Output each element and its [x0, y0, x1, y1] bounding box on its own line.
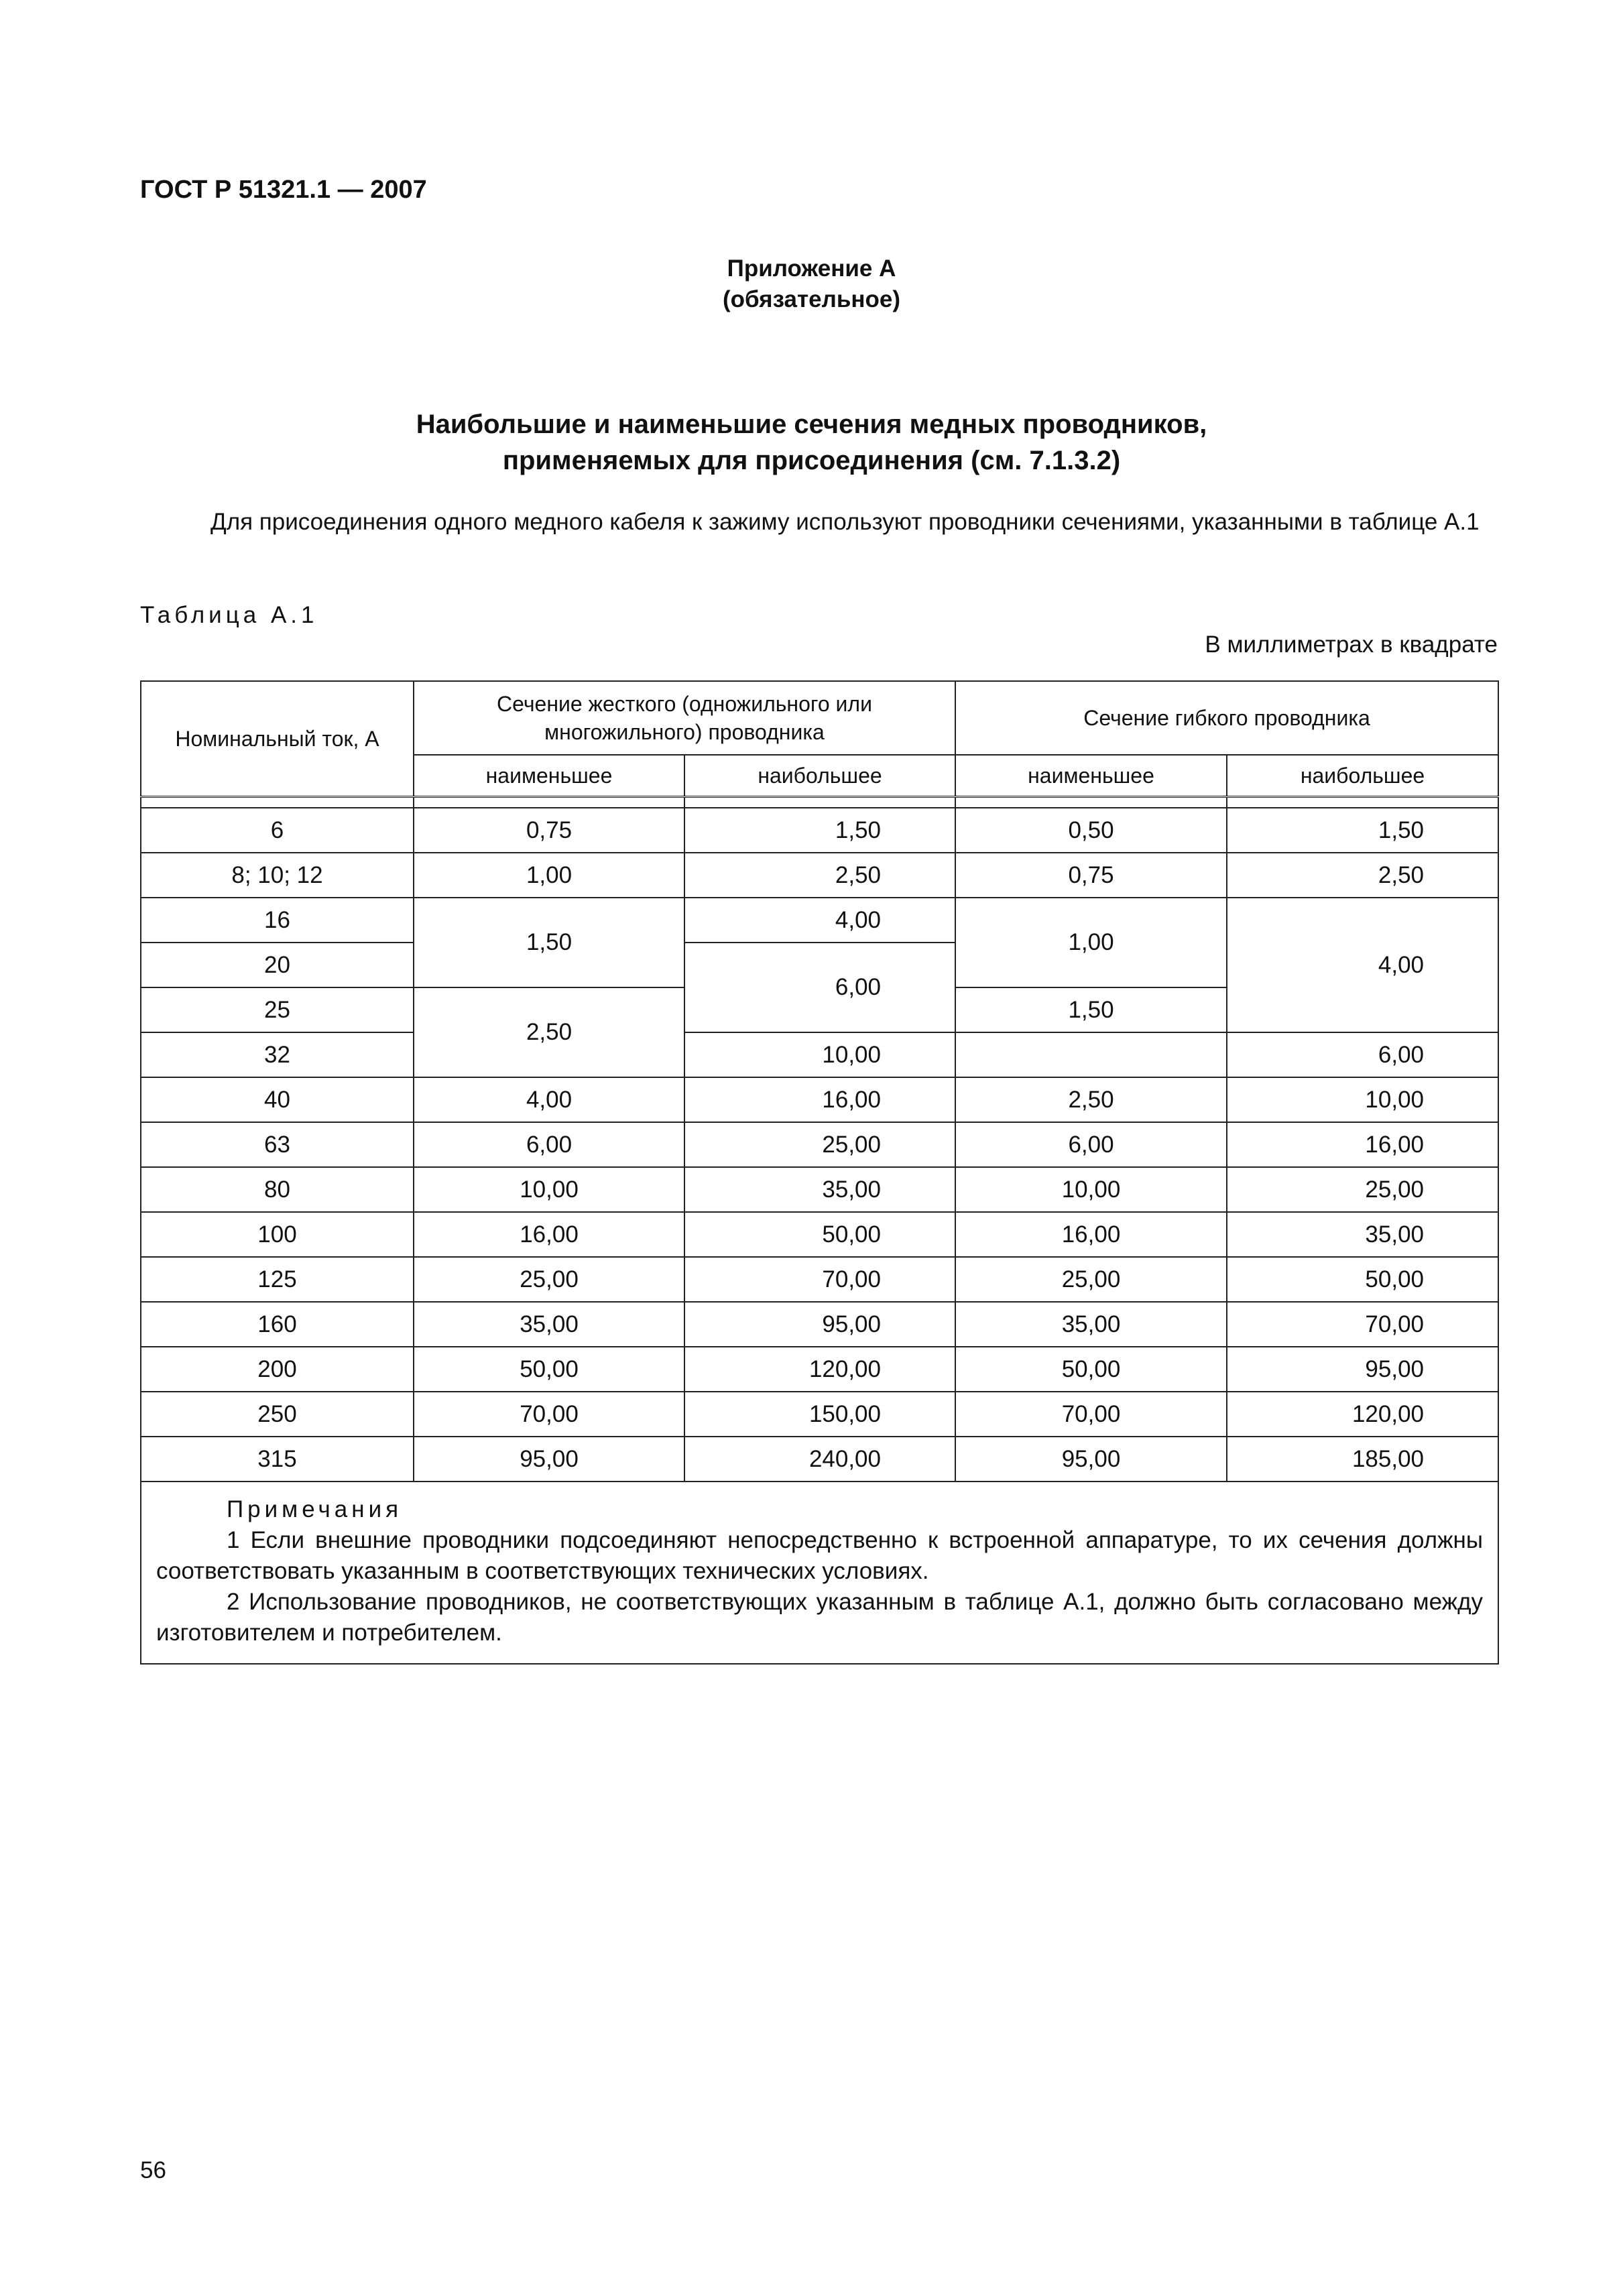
cell-flex-max: 16,00	[1227, 1122, 1498, 1167]
page-number: 56	[140, 2157, 166, 2183]
header-nominal-current: Номинальный ток, А	[141, 681, 414, 797]
header-rigid-section: Сечение жесткого (одножильного или многожильного) проводника	[414, 681, 955, 755]
cell-flex-max: 10,00	[1227, 1077, 1498, 1122]
table-row	[141, 1167, 1498, 1212]
separator-cell	[955, 797, 1227, 808]
cell-current: 200	[141, 1347, 414, 1392]
cell-rigid-min: 70,00	[414, 1392, 684, 1437]
document-code: ГОСТ Р 51321.1 — 2007	[140, 176, 427, 204]
cell-flex-max-merged: 4,00	[1227, 898, 1498, 1032]
section-heading-line-1: Наибольшие и наименьшие сечения медных проводников,	[416, 410, 1207, 439]
cell-current: 63	[141, 1122, 414, 1167]
cell-flex-max: 50,00	[1227, 1257, 1498, 1302]
table-row	[141, 1347, 1498, 1392]
cell-rigid-min: 50,00	[414, 1347, 684, 1392]
header-separator	[141, 797, 1498, 808]
cell-current: 125	[141, 1257, 414, 1302]
cell-current: 16	[141, 898, 414, 943]
table-row	[141, 1392, 1498, 1437]
cell-rigid-min: 95,00	[414, 1437, 684, 1482]
table-row	[141, 1122, 1498, 1167]
cell-rigid-max: 4,00	[684, 898, 955, 943]
cell-flex-min: 0,50	[955, 808, 1227, 853]
cell-rigid-max: 16,00	[684, 1077, 955, 1122]
cell-rigid-max-merged: 6,00	[684, 943, 955, 1032]
cell-flex-min: 95,00	[955, 1437, 1227, 1482]
cell-flex-max: 25,00	[1227, 1167, 1498, 1212]
cell-rigid-min: 10,00	[414, 1167, 684, 1212]
cell-flex-max: 120,00	[1227, 1392, 1498, 1437]
header-flex-min: наименьшее	[955, 755, 1227, 797]
cell-current: 160	[141, 1302, 414, 1347]
table-label: Таблица А.1	[140, 602, 318, 628]
cell-flex-min: 6,00	[955, 1122, 1227, 1167]
cell-rigid-max: 70,00	[684, 1257, 955, 1302]
cell-rigid-min-merged: 2,50	[414, 987, 684, 1077]
cell-rigid-min: 1,00	[414, 853, 684, 898]
cell-flex-min: 35,00	[955, 1302, 1227, 1347]
cell-flex-min: 25,00	[955, 1257, 1227, 1302]
cell-rigid-min: 6,00	[414, 1122, 684, 1167]
cell-flex-min: 2,50	[955, 1077, 1227, 1122]
cell-flex-max: 6,00	[1227, 1032, 1498, 1077]
separator-cell	[141, 797, 414, 808]
separator-cell	[684, 797, 955, 808]
table-row	[141, 1032, 1498, 1077]
cell-rigid-max: 1,50	[684, 808, 955, 853]
table-row	[141, 1077, 1498, 1122]
appendix-status: (обязательное)	[722, 286, 900, 312]
notes-title: Примечания	[227, 1496, 403, 1522]
table-header-row	[141, 681, 1498, 755]
cell-current: 80	[141, 1167, 414, 1212]
cell-current: 25	[141, 987, 414, 1032]
cell-current: 20	[141, 943, 414, 987]
cell-rigid-min: 0,75	[414, 808, 684, 853]
cell-rigid-max: 35,00	[684, 1167, 955, 1212]
cell-current: 32	[141, 1032, 414, 1077]
cell-rigid-min: 4,00	[414, 1077, 684, 1122]
cell-flex-max: 35,00	[1227, 1212, 1498, 1257]
cell-rigid-min: 25,00	[414, 1257, 684, 1302]
separator-cell	[414, 797, 684, 808]
cell-flex-max: 2,50	[1227, 853, 1498, 898]
note-item-1: 1 Если внешние проводники подсоединяют непосредственно к встроенной аппаратуре, то их сечения должны соответствовать указанным в соответствующих технических условиях.	[156, 1527, 1484, 1584]
table-row	[141, 1437, 1498, 1482]
cell-current: 6	[141, 808, 414, 853]
note-item-2: 2 Использование проводников, не соответствующих указанным в таблице А.1, должно быть согласовано между изготовителем и потребителем.	[156, 1589, 1484, 1646]
cell-current: 250	[141, 1392, 414, 1437]
cell-flex-min: 70,00	[955, 1392, 1227, 1437]
table-row	[141, 898, 1498, 943]
cell-rigid-max: 240,00	[684, 1437, 955, 1482]
table-row	[141, 853, 1498, 898]
cell-rigid-max: 25,00	[684, 1122, 955, 1167]
cell-flex-max: 185,00	[1227, 1437, 1498, 1482]
cell-rigid-min-merged: 1,50	[414, 898, 684, 987]
cell-current: 40	[141, 1077, 414, 1122]
cell-rigid-max: 2,50	[684, 853, 955, 898]
cell-flex-min-empty	[955, 1032, 1227, 1077]
appendix-title: Приложение А	[727, 255, 896, 282]
table-row	[141, 808, 1498, 853]
section-heading-line-2: применяемых для присоединения (см. 7.1.3.2)	[502, 446, 1121, 475]
cell-flex-min-merged: 1,00	[955, 898, 1227, 987]
header-flexible-section: Сечение гибкого проводника	[955, 681, 1498, 755]
cell-flex-min: 0,75	[955, 853, 1227, 898]
table-row	[141, 1257, 1498, 1302]
header-flex-max: наибольшее	[1227, 755, 1498, 797]
cell-flex-max: 95,00	[1227, 1347, 1498, 1392]
cell-flex-max: 70,00	[1227, 1302, 1498, 1347]
cell-flex-max: 1,50	[1227, 808, 1498, 853]
intro-paragraph: Для присоединения одного медного кабеля к зажиму используют проводники сечениями, указанными в таблице А.1	[211, 509, 1480, 535]
cell-current: 315	[141, 1437, 414, 1482]
cell-flex-min: 50,00	[955, 1347, 1227, 1392]
table-notes	[141, 1482, 1498, 1664]
cell-rigid-max: 50,00	[684, 1212, 955, 1257]
notes-row	[141, 1482, 1498, 1664]
separator-cell	[1227, 797, 1498, 808]
cell-current: 100	[141, 1212, 414, 1257]
cell-rigid-max: 150,00	[684, 1392, 955, 1437]
cell-rigid-max: 10,00	[684, 1032, 955, 1077]
header-rigid-min: наименьшее	[414, 755, 684, 797]
conductor-sections-table	[140, 680, 1499, 1665]
table-row	[141, 1212, 1498, 1257]
cell-rigid-max: 120,00	[684, 1347, 955, 1392]
header-rigid-max: наибольшее	[684, 755, 955, 797]
cell-rigid-max: 95,00	[684, 1302, 955, 1347]
cell-flex-min: 10,00	[955, 1167, 1227, 1212]
cell-flex-min: 16,00	[955, 1212, 1227, 1257]
table-row	[141, 1302, 1498, 1347]
cell-rigid-min: 16,00	[414, 1212, 684, 1257]
cell-current: 8; 10; 12	[141, 853, 414, 898]
cell-rigid-min: 35,00	[414, 1302, 684, 1347]
cell-flex-min: 1,50	[955, 987, 1227, 1032]
table-units: В миллиметрах в квадрате	[1205, 631, 1498, 658]
